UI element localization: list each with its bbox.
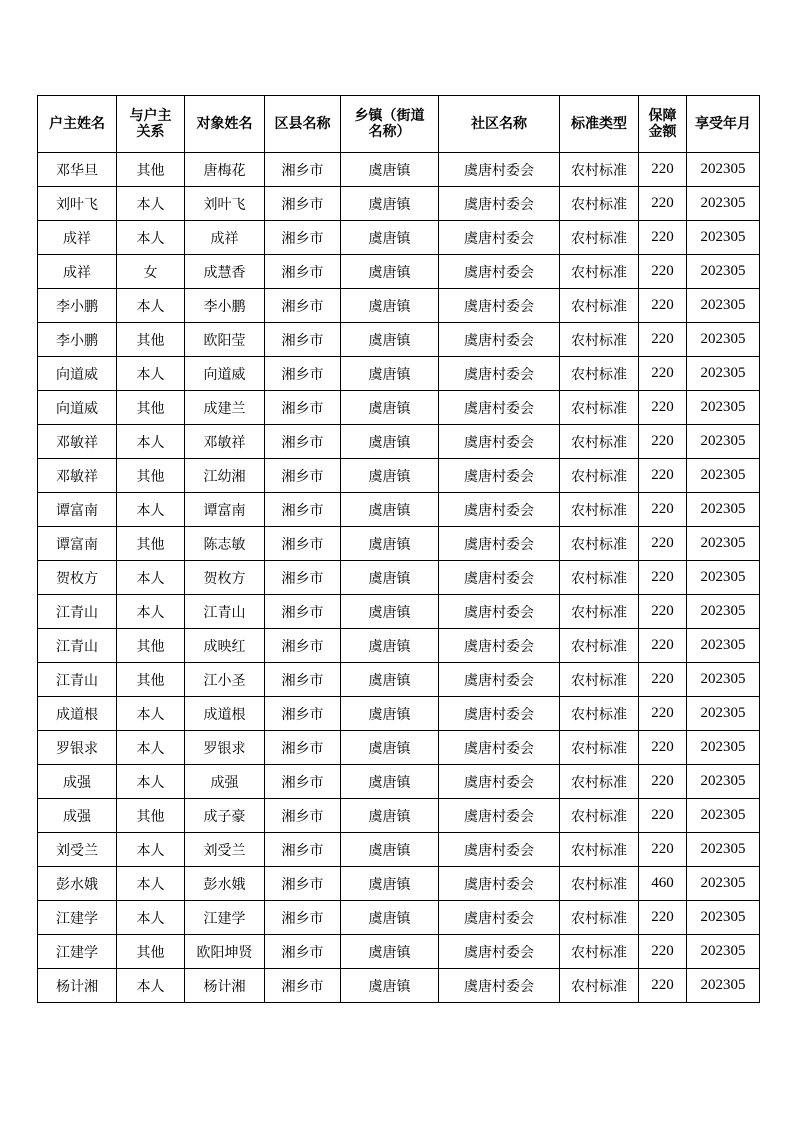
month-cell: 202305 (687, 731, 760, 765)
county-cell: 湘乡市 (265, 833, 341, 867)
beneficiary-cell: 欧阳坤贤 (185, 935, 265, 969)
community-cell: 虞唐村委会 (439, 187, 560, 221)
household-head-cell: 江建学 (38, 935, 117, 969)
township-cell: 虞唐镇 (341, 357, 439, 391)
table-row (38, 459, 760, 493)
relation-cell: 本人 (117, 493, 185, 527)
household-head-cell: 李小鹏 (38, 323, 117, 357)
household-head-cell: 成祥 (38, 221, 117, 255)
township-cell: 虞唐镇 (341, 663, 439, 697)
county-cell: 湘乡市 (265, 153, 341, 187)
community-cell: 虞唐村委会 (439, 595, 560, 629)
beneficiary-cell: 贺枚方 (185, 561, 265, 595)
beneficiary-cell: 江小圣 (185, 663, 265, 697)
amount-cell: 220 (639, 969, 687, 1003)
header-beneficiary-name: 对象姓名 (185, 96, 265, 153)
county-cell: 湘乡市 (265, 765, 341, 799)
table-row (38, 391, 760, 425)
relation-cell: 本人 (117, 595, 185, 629)
standard-type-cell: 农村标准 (560, 391, 639, 425)
standard-type-cell: 农村标准 (560, 459, 639, 493)
month-cell: 202305 (687, 697, 760, 731)
household-head-cell: 彭水娥 (38, 867, 117, 901)
community-cell: 虞唐村委会 (439, 391, 560, 425)
amount-cell: 220 (639, 731, 687, 765)
community-cell: 虞唐村委会 (439, 663, 560, 697)
standard-type-cell: 农村标准 (560, 527, 639, 561)
relation-cell: 本人 (117, 187, 185, 221)
amount-cell: 220 (639, 935, 687, 969)
township-cell: 虞唐镇 (341, 561, 439, 595)
amount-cell: 220 (639, 765, 687, 799)
standard-type-cell: 农村标准 (560, 697, 639, 731)
beneficiary-cell: 成子豪 (185, 799, 265, 833)
amount-cell: 220 (639, 663, 687, 697)
household-head-cell: 贺枚方 (38, 561, 117, 595)
standard-type-cell: 农村标准 (560, 255, 639, 289)
beneficiary-cell: 欧阳莹 (185, 323, 265, 357)
standard-type-cell: 农村标准 (560, 595, 639, 629)
township-cell: 虞唐镇 (341, 289, 439, 323)
county-cell: 湘乡市 (265, 459, 341, 493)
township-cell: 虞唐镇 (341, 867, 439, 901)
relation-cell: 本人 (117, 697, 185, 731)
household-head-cell: 谭富南 (38, 493, 117, 527)
standard-type-cell: 农村标准 (560, 867, 639, 901)
standard-type-cell: 农村标准 (560, 935, 639, 969)
beneficiary-cell: 刘叶飞 (185, 187, 265, 221)
community-cell: 虞唐村委会 (439, 629, 560, 663)
amount-cell: 220 (639, 561, 687, 595)
month-cell: 202305 (687, 323, 760, 357)
standard-type-cell: 农村标准 (560, 561, 639, 595)
table-row (38, 765, 760, 799)
amount-cell: 220 (639, 221, 687, 255)
assistance-roster-table (37, 95, 760, 1003)
month-cell: 202305 (687, 765, 760, 799)
amount-cell: 220 (639, 493, 687, 527)
township-cell: 虞唐镇 (341, 697, 439, 731)
amount-cell: 220 (639, 323, 687, 357)
amount-cell: 220 (639, 289, 687, 323)
township-cell: 虞唐镇 (341, 595, 439, 629)
relation-cell: 本人 (117, 221, 185, 255)
township-cell: 虞唐镇 (341, 935, 439, 969)
amount-cell: 220 (639, 391, 687, 425)
amount-cell: 220 (639, 833, 687, 867)
household-head-cell: 李小鹏 (38, 289, 117, 323)
table-row (38, 357, 760, 391)
county-cell: 湘乡市 (265, 799, 341, 833)
table-row (38, 527, 760, 561)
standard-type-cell: 农村标准 (560, 153, 639, 187)
county-cell: 湘乡市 (265, 255, 341, 289)
relation-cell: 其他 (117, 663, 185, 697)
county-cell: 湘乡市 (265, 221, 341, 255)
table-row (38, 323, 760, 357)
relation-cell: 本人 (117, 289, 185, 323)
community-cell: 虞唐村委会 (439, 833, 560, 867)
beneficiary-cell: 成祥 (185, 221, 265, 255)
relation-cell: 其他 (117, 629, 185, 663)
standard-type-cell: 农村标准 (560, 425, 639, 459)
month-cell: 202305 (687, 221, 760, 255)
table-row (38, 663, 760, 697)
amount-cell: 220 (639, 425, 687, 459)
household-head-cell: 成道根 (38, 697, 117, 731)
standard-type-cell: 农村标准 (560, 799, 639, 833)
standard-type-cell: 农村标准 (560, 493, 639, 527)
community-cell: 虞唐村委会 (439, 561, 560, 595)
community-cell: 虞唐村委会 (439, 459, 560, 493)
beneficiary-cell: 成道根 (185, 697, 265, 731)
township-cell: 虞唐镇 (341, 731, 439, 765)
household-head-cell: 罗银求 (38, 731, 117, 765)
township-cell: 虞唐镇 (341, 765, 439, 799)
county-cell: 湘乡市 (265, 289, 341, 323)
header-household-head-name: 户主姓名 (38, 96, 117, 153)
relation-cell: 本人 (117, 901, 185, 935)
county-cell: 湘乡市 (265, 527, 341, 561)
relation-cell: 本人 (117, 425, 185, 459)
table-row (38, 833, 760, 867)
standard-type-cell: 农村标准 (560, 357, 639, 391)
month-cell: 202305 (687, 493, 760, 527)
beneficiary-cell: 成建兰 (185, 391, 265, 425)
township-cell: 虞唐镇 (341, 833, 439, 867)
county-cell: 湘乡市 (265, 663, 341, 697)
month-cell: 202305 (687, 391, 760, 425)
community-cell: 虞唐村委会 (439, 935, 560, 969)
header-benefit-amount: 保障金额 (639, 96, 687, 153)
beneficiary-cell: 彭水娥 (185, 867, 265, 901)
amount-cell: 220 (639, 187, 687, 221)
county-cell: 湘乡市 (265, 493, 341, 527)
relation-cell: 其他 (117, 935, 185, 969)
community-cell: 虞唐村委会 (439, 425, 560, 459)
standard-type-cell: 农村标准 (560, 901, 639, 935)
relation-cell: 本人 (117, 867, 185, 901)
county-cell: 湘乡市 (265, 391, 341, 425)
township-cell: 虞唐镇 (341, 493, 439, 527)
relation-cell: 女 (117, 255, 185, 289)
month-cell: 202305 (687, 153, 760, 187)
table-body (38, 153, 760, 1003)
community-cell: 虞唐村委会 (439, 867, 560, 901)
standard-type-cell: 农村标准 (560, 833, 639, 867)
beneficiary-cell: 江建学 (185, 901, 265, 935)
amount-cell: 220 (639, 357, 687, 391)
beneficiary-cell: 成慧香 (185, 255, 265, 289)
standard-type-cell: 农村标准 (560, 221, 639, 255)
township-cell: 虞唐镇 (341, 527, 439, 561)
community-cell: 虞唐村委会 (439, 969, 560, 1003)
community-cell: 虞唐村委会 (439, 289, 560, 323)
month-cell: 202305 (687, 289, 760, 323)
amount-cell: 220 (639, 153, 687, 187)
household-head-cell: 成强 (38, 799, 117, 833)
table-row (38, 289, 760, 323)
household-head-cell: 江青山 (38, 663, 117, 697)
community-cell: 虞唐村委会 (439, 527, 560, 561)
relation-cell: 本人 (117, 731, 185, 765)
month-cell: 202305 (687, 833, 760, 867)
relation-cell: 本人 (117, 833, 185, 867)
amount-cell: 220 (639, 799, 687, 833)
table-row (38, 255, 760, 289)
table-row (38, 731, 760, 765)
beneficiary-cell: 邓敏祥 (185, 425, 265, 459)
standard-type-cell: 农村标准 (560, 765, 639, 799)
household-head-cell: 邓敏祥 (38, 425, 117, 459)
beneficiary-cell: 江幼湘 (185, 459, 265, 493)
community-cell: 虞唐村委会 (439, 323, 560, 357)
township-cell: 虞唐镇 (341, 969, 439, 1003)
relation-cell: 其他 (117, 527, 185, 561)
header-row (38, 96, 760, 153)
table-row (38, 969, 760, 1003)
household-head-cell: 邓敏祥 (38, 459, 117, 493)
county-cell: 湘乡市 (265, 425, 341, 459)
household-head-cell: 刘叶飞 (38, 187, 117, 221)
township-cell: 虞唐镇 (341, 255, 439, 289)
standard-type-cell: 农村标准 (560, 323, 639, 357)
township-cell: 虞唐镇 (341, 629, 439, 663)
month-cell: 202305 (687, 459, 760, 493)
relation-cell: 本人 (117, 969, 185, 1003)
township-cell: 虞唐镇 (341, 799, 439, 833)
county-cell: 湘乡市 (265, 629, 341, 663)
county-cell: 湘乡市 (265, 935, 341, 969)
month-cell: 202305 (687, 867, 760, 901)
header-community-name: 社区名称 (439, 96, 560, 153)
community-cell: 虞唐村委会 (439, 799, 560, 833)
table-row (38, 697, 760, 731)
relation-cell: 本人 (117, 765, 185, 799)
township-cell: 虞唐镇 (341, 459, 439, 493)
beneficiary-cell: 成强 (185, 765, 265, 799)
household-head-cell: 江青山 (38, 595, 117, 629)
county-cell: 湘乡市 (265, 697, 341, 731)
community-cell: 虞唐村委会 (439, 493, 560, 527)
relation-cell: 其他 (117, 459, 185, 493)
relation-cell: 其他 (117, 799, 185, 833)
standard-type-cell: 农村标准 (560, 187, 639, 221)
amount-cell: 220 (639, 901, 687, 935)
beneficiary-cell: 罗银求 (185, 731, 265, 765)
beneficiary-cell: 成映红 (185, 629, 265, 663)
household-head-cell: 向道威 (38, 357, 117, 391)
beneficiary-cell: 刘受兰 (185, 833, 265, 867)
table-row (38, 187, 760, 221)
township-cell: 虞唐镇 (341, 901, 439, 935)
community-cell: 虞唐村委会 (439, 153, 560, 187)
beneficiary-cell: 江青山 (185, 595, 265, 629)
header-township-name: 乡镇（街道名称） (341, 96, 439, 153)
household-head-cell: 刘受兰 (38, 833, 117, 867)
month-cell: 202305 (687, 969, 760, 1003)
county-cell: 湘乡市 (265, 595, 341, 629)
amount-cell: 460 (639, 867, 687, 901)
county-cell: 湘乡市 (265, 901, 341, 935)
county-cell: 湘乡市 (265, 561, 341, 595)
county-cell: 湘乡市 (265, 357, 341, 391)
county-cell: 湘乡市 (265, 867, 341, 901)
standard-type-cell: 农村标准 (560, 289, 639, 323)
month-cell: 202305 (687, 561, 760, 595)
amount-cell: 220 (639, 629, 687, 663)
amount-cell: 220 (639, 527, 687, 561)
month-cell: 202305 (687, 187, 760, 221)
relation-cell: 本人 (117, 561, 185, 595)
township-cell: 虞唐镇 (341, 391, 439, 425)
table-row (38, 493, 760, 527)
beneficiary-cell: 杨计湘 (185, 969, 265, 1003)
township-cell: 虞唐镇 (341, 153, 439, 187)
community-cell: 虞唐村委会 (439, 731, 560, 765)
county-cell: 湘乡市 (265, 731, 341, 765)
household-head-cell: 成强 (38, 765, 117, 799)
table-row (38, 425, 760, 459)
month-cell: 202305 (687, 901, 760, 935)
community-cell: 虞唐村委会 (439, 901, 560, 935)
relation-cell: 其他 (117, 323, 185, 357)
household-head-cell: 江青山 (38, 629, 117, 663)
household-head-cell: 杨计湘 (38, 969, 117, 1003)
relation-cell: 其他 (117, 153, 185, 187)
table-row (38, 629, 760, 663)
table-row (38, 901, 760, 935)
standard-type-cell: 农村标准 (560, 969, 639, 1003)
month-cell: 202305 (687, 663, 760, 697)
township-cell: 虞唐镇 (341, 221, 439, 255)
community-cell: 虞唐村委会 (439, 765, 560, 799)
month-cell: 202305 (687, 425, 760, 459)
beneficiary-cell: 唐梅花 (185, 153, 265, 187)
header-county-name: 区县名称 (265, 96, 341, 153)
household-head-cell: 谭富南 (38, 527, 117, 561)
household-head-cell: 向道威 (38, 391, 117, 425)
month-cell: 202305 (687, 935, 760, 969)
table-row (38, 221, 760, 255)
standard-type-cell: 农村标准 (560, 731, 639, 765)
table-row (38, 799, 760, 833)
amount-cell: 220 (639, 697, 687, 731)
township-cell: 虞唐镇 (341, 323, 439, 357)
header-standard-type: 标准类型 (560, 96, 639, 153)
household-head-cell: 成祥 (38, 255, 117, 289)
amount-cell: 220 (639, 255, 687, 289)
table-row (38, 561, 760, 595)
amount-cell: 220 (639, 459, 687, 493)
county-cell: 湘乡市 (265, 969, 341, 1003)
table-row (38, 153, 760, 187)
month-cell: 202305 (687, 629, 760, 663)
beneficiary-cell: 陈志敏 (185, 527, 265, 561)
community-cell: 虞唐村委会 (439, 255, 560, 289)
month-cell: 202305 (687, 595, 760, 629)
township-cell: 虞唐镇 (341, 187, 439, 221)
header-benefit-month: 享受年月 (687, 96, 760, 153)
household-head-cell: 江建学 (38, 901, 117, 935)
household-head-cell: 邓华旦 (38, 153, 117, 187)
month-cell: 202305 (687, 255, 760, 289)
beneficiary-cell: 向道威 (185, 357, 265, 391)
month-cell: 202305 (687, 527, 760, 561)
table-row (38, 935, 760, 969)
standard-type-cell: 农村标准 (560, 663, 639, 697)
community-cell: 虞唐村委会 (439, 357, 560, 391)
table-row (38, 867, 760, 901)
township-cell: 虞唐镇 (341, 425, 439, 459)
county-cell: 湘乡市 (265, 323, 341, 357)
relation-cell: 本人 (117, 357, 185, 391)
standard-type-cell: 农村标准 (560, 629, 639, 663)
header-relation-to-head: 与户主关系 (117, 96, 185, 153)
county-cell: 湘乡市 (265, 187, 341, 221)
amount-cell: 220 (639, 595, 687, 629)
beneficiary-cell: 谭富南 (185, 493, 265, 527)
community-cell: 虞唐村委会 (439, 221, 560, 255)
month-cell: 202305 (687, 357, 760, 391)
table-row (38, 595, 760, 629)
relation-cell: 其他 (117, 391, 185, 425)
community-cell: 虞唐村委会 (439, 697, 560, 731)
month-cell: 202305 (687, 799, 760, 833)
beneficiary-cell: 李小鹏 (185, 289, 265, 323)
